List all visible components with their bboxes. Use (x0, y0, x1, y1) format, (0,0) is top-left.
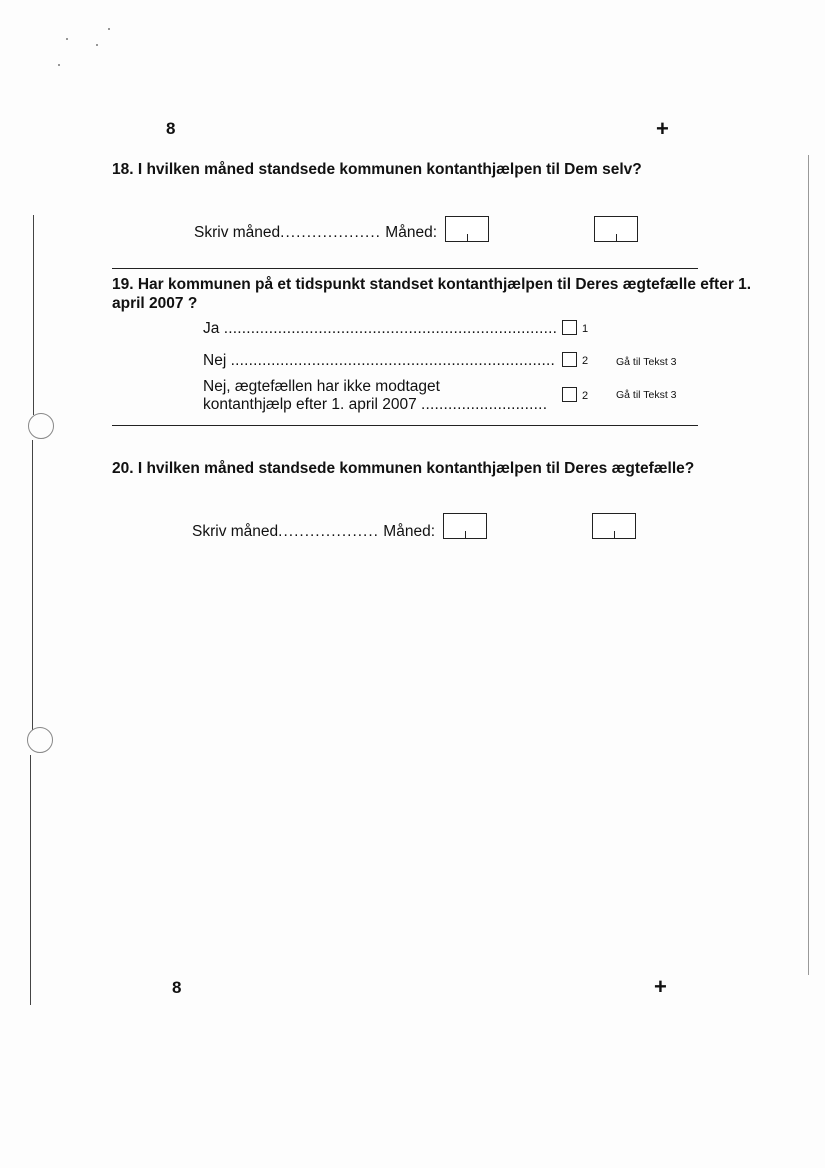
q18-month-box[interactable] (445, 216, 489, 242)
q18-write-label: Skriv måned (194, 224, 281, 241)
q19-option-ja (203, 320, 557, 338)
q19-option-3-dots: ............................ (421, 396, 548, 413)
scan-speck (58, 64, 60, 66)
q19-checkbox-ja[interactable] (562, 320, 577, 335)
q19-code-option-3: 2 (582, 390, 589, 402)
registration-mark-top: + (656, 116, 669, 141)
q19-option-ja-label: Ja (203, 320, 220, 337)
page-number-bottom: 8 (172, 978, 182, 997)
q19-option-nej-dots: ........................................................................ (230, 352, 556, 369)
q19-goto-nej: Gå til Tekst 3 (616, 356, 677, 368)
box-divider-tick (616, 234, 617, 241)
box-divider-tick (467, 234, 468, 241)
q20-month-row (192, 523, 435, 541)
q19-option-nej-not-received (203, 378, 547, 414)
q19-goto-option-3: Gå til Tekst 3 (616, 389, 677, 401)
question-20-text: 20. I hvilken måned standsede kommunen kontanthjælpen til Deres ægtefælle? (112, 460, 695, 477)
punch-hole (27, 727, 53, 753)
q19-option-3-line1: Nej, ægtefællen har ikke modtaget (203, 378, 440, 395)
section-divider (112, 425, 698, 426)
q20-write-label: Skriv måned (192, 523, 279, 540)
question-19-text: 19. Har kommunen på et tidspunkt standset kontanthjælpen til Deres ægtefælle efter 1. april 2007 ? (112, 276, 752, 312)
q18-month-row (194, 224, 437, 242)
box-divider-tick (614, 531, 615, 538)
scan-speck (96, 44, 98, 46)
q19-option-ja-dots: .......................................................................... (223, 320, 558, 337)
q18-month-label: Måned: (385, 224, 437, 241)
q20-dots: ................... (278, 523, 379, 540)
scan-edge-line (808, 155, 809, 975)
page-number-top: 8 (166, 119, 176, 138)
q20-year-box[interactable] (592, 513, 636, 539)
box-divider-tick (465, 531, 466, 538)
q18-dots: ................... (280, 224, 381, 241)
scan-speck (108, 28, 110, 30)
q19-option-nej-label: Nej (203, 352, 227, 369)
binder-line (33, 215, 34, 415)
q19-checkbox-nej[interactable] (562, 352, 577, 367)
q19-option-nej (203, 352, 555, 370)
binder-line (32, 440, 33, 730)
section-divider (112, 268, 698, 269)
q19-code-ja: 1 (582, 323, 589, 335)
q19-code-nej: 2 (582, 355, 589, 367)
q19-option-3-line2: kontanthjælp efter 1. april 2007 (203, 396, 417, 413)
q20-month-label: Måned: (383, 523, 435, 540)
q19-checkbox-nej-not-received[interactable] (562, 387, 577, 402)
punch-hole (28, 413, 54, 439)
binder-line (30, 755, 31, 1005)
registration-mark-bottom: + (654, 974, 667, 999)
q18-year-box[interactable] (594, 216, 638, 242)
question-18-text: 18. I hvilken måned standsede kommunen kontanthjælpen til Dem selv? (112, 161, 642, 178)
scan-speck (66, 38, 68, 40)
q20-month-box[interactable] (443, 513, 487, 539)
